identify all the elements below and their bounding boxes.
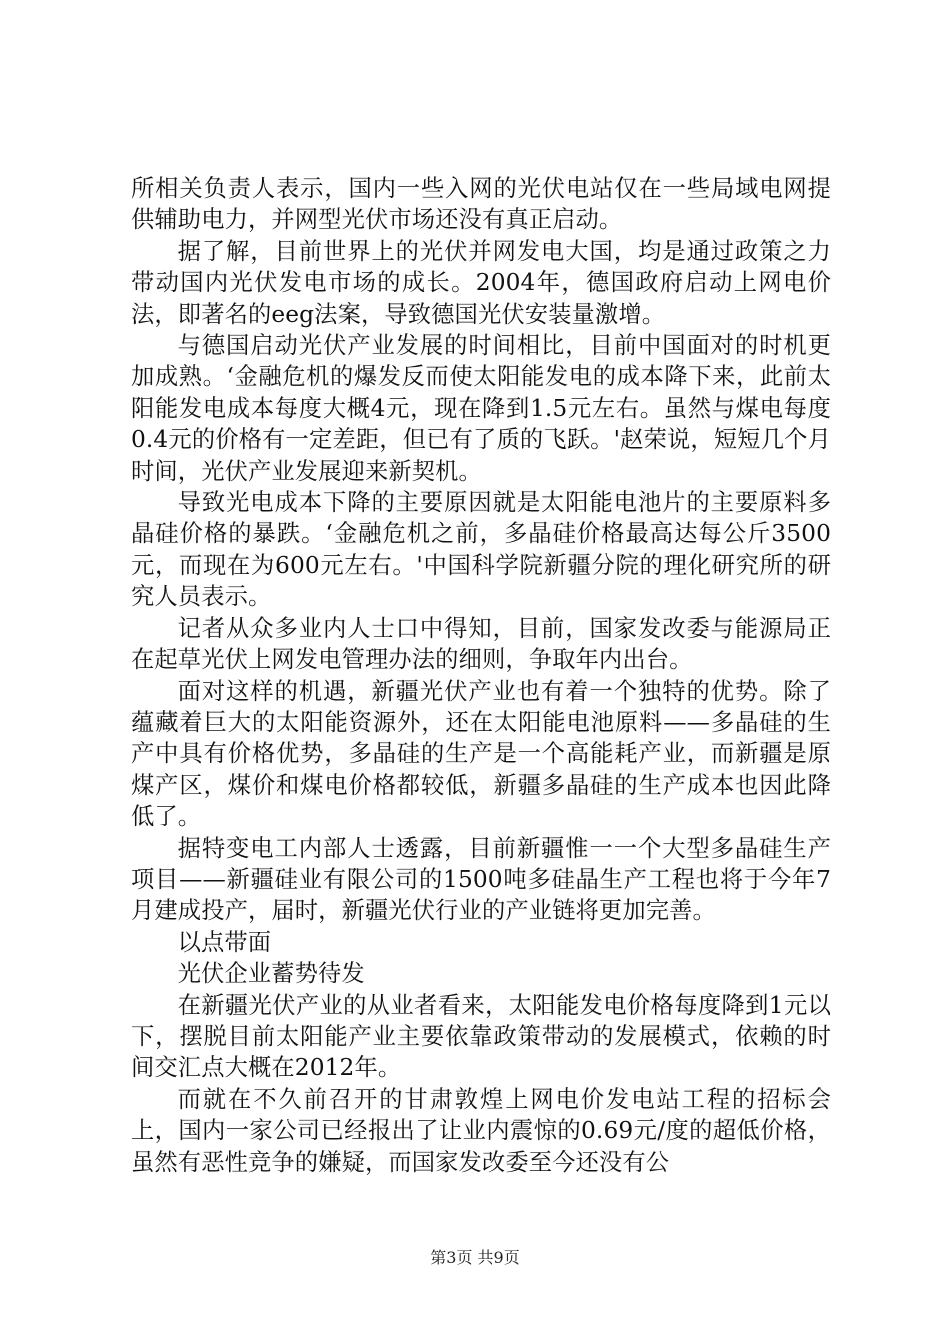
paragraph: 与德国启动光伏产业发展的时间相比，目前中国面对的时机更加成熟。‘金融危机的爆发反而使太阳能发电的成本降下来，此前太阳能发电成本每度大概4元，现在降到1.5元左右。虽然与煤电每度0.4元的价格有一定差距，但已有了质的飞跃。'赵荣说，短短几个月时间，光伏产业发展迎来新契机。 [131, 332, 831, 485]
page-number-footer: 第3页 共9页 [430, 1248, 520, 1267]
article-body [131, 173, 831, 1178]
section-heading: 以点带面 [177, 928, 272, 956]
section-subheading: 光伏企业蓄势待发 [177, 960, 365, 988]
paragraph: 据特变电工内部人士透露，目前新疆惟一一个大型多晶硅生产项目——新疆硅业有限公司的1500吨多硅晶生产工程也将于今年7月建成投产，届时，新疆光伏行业的产业链将更加完善。 [131, 834, 831, 925]
paragraph: 在新疆光伏产业的从业者看来，太阳能发电价格每度降到1元以下，摆脱目前太阳能产业主要依靠政策带动的发展模式，依赖的时间交汇点大概在2012年。 [131, 991, 831, 1082]
paragraph: 面对这样的机遇，新疆光伏产业也有着一个独特的优势。除了蕴藏着巨大的太阳能资源外，还在太阳能电池原料——多晶硅的生产中具有价格优势，多晶硅的生产是一个高能耗产业，而新疆是原煤产区，煤价和煤电价格都较低，新疆多晶硅的生产成本也因此降低了。 [131, 677, 831, 831]
paragraph: 导致光电成本下降的主要原因就是太阳能电池片的主要原料多晶硅价格的暴跌。‘金融危机之前，多晶硅价格最高达每公斤3500元，而现在为600元左右。'中国科学院新疆分院的理化研究所的研究人员表示。 [131, 489, 831, 611]
paragraph: 所相关负责人表示，国内一些入网的光伏电站仅在一些局域电网提供辅助电力，并网型光伏市场还没有真正启动。 [131, 175, 831, 234]
paragraph: 据了解，目前世界上的光伏并网发电大国，均是通过政策之力带动国内光伏发电市场的成长。2004年，德国政府启动上网电价法，即著名的eeg法案，导致德国光伏安装量激增。 [131, 237, 831, 328]
paragraph: 而就在不久前召开的甘肃敦煌上网电价发电站工程的招标会上，国内一家公司已经报出了让业内震惊的0.69元/度的超低价格，虽然有恶性竞争的嫌疑，而国家发改委至今还没有公 [131, 1085, 831, 1176]
paragraph: 记者从众多业内人士口中得知，目前，国家发改委与能源局正在起草光伏上网发电管理办法的细则，争取年内出台。 [131, 614, 831, 674]
